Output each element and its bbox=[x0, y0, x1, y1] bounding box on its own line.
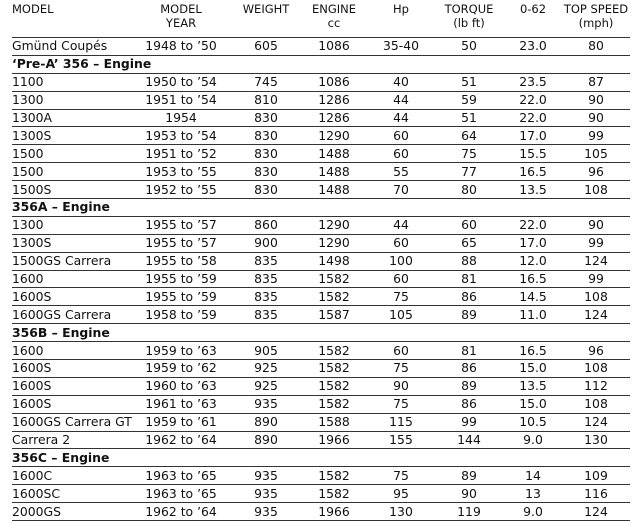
cell-zero-to-62: 22.0 bbox=[504, 91, 562, 109]
table-row bbox=[12, 395, 630, 413]
cell-model-year: 1959 to ’63 bbox=[130, 342, 232, 360]
cell-top-speed: 124 bbox=[562, 306, 630, 324]
header-zero-to-62 bbox=[504, 2, 562, 38]
cell-model: 1300 bbox=[12, 216, 130, 234]
cell-weight: 830 bbox=[232, 181, 300, 199]
section-label: 356A – Engine bbox=[12, 199, 630, 217]
cell-weight: 905 bbox=[232, 342, 300, 360]
cell-model: 1300S bbox=[12, 234, 130, 252]
cell-hp: 100 bbox=[368, 252, 434, 270]
cell-engine-cc: 1290 bbox=[300, 127, 368, 145]
table-row bbox=[12, 306, 630, 324]
cell-model-year: 1959 to ’61 bbox=[130, 413, 232, 431]
cell-zero-to-62: 22.0 bbox=[504, 216, 562, 234]
cell-weight: 835 bbox=[232, 306, 300, 324]
header-model bbox=[12, 2, 130, 38]
cell-top-speed: 116 bbox=[562, 485, 630, 503]
cell-torque: 86 bbox=[434, 288, 504, 306]
cell-torque: 119 bbox=[434, 503, 504, 521]
table-row bbox=[12, 270, 630, 288]
table-row bbox=[12, 342, 630, 360]
cell-zero-to-62: 9.0 bbox=[504, 431, 562, 449]
cell-engine-cc: 1587 bbox=[300, 306, 368, 324]
cell-hp: 75 bbox=[368, 288, 434, 306]
cell-engine-cc: 1966 bbox=[300, 503, 368, 521]
table-row bbox=[12, 181, 630, 199]
table-row bbox=[12, 252, 630, 270]
cell-model: 1500S bbox=[12, 181, 130, 199]
cell-weight: 835 bbox=[232, 288, 300, 306]
cell-hp: 44 bbox=[368, 91, 434, 109]
cell-top-speed: 99 bbox=[562, 127, 630, 145]
table-row bbox=[12, 145, 630, 163]
table-body bbox=[12, 38, 630, 521]
cell-model: 1600S bbox=[12, 395, 130, 413]
cell-model-year: 1951 to ’54 bbox=[130, 91, 232, 109]
cell-zero-to-62: 15.5 bbox=[504, 145, 562, 163]
cell-model: 1600 bbox=[12, 342, 130, 360]
cell-top-speed: 108 bbox=[562, 360, 630, 378]
cell-top-speed: 96 bbox=[562, 342, 630, 360]
cell-engine-cc: 1286 bbox=[300, 91, 368, 109]
header-line-1: Hp bbox=[393, 2, 409, 16]
section-header-row bbox=[12, 449, 630, 467]
table-row bbox=[12, 431, 630, 449]
cell-engine-cc: 1582 bbox=[300, 395, 368, 413]
header-line-2: (lb ft) bbox=[453, 16, 485, 30]
cell-torque: 51 bbox=[434, 109, 504, 127]
cell-model-year: 1955 to ’58 bbox=[130, 252, 232, 270]
cell-weight: 835 bbox=[232, 270, 300, 288]
cell-model-year: 1953 to ’55 bbox=[130, 163, 232, 181]
table-row bbox=[12, 360, 630, 378]
cell-hp: 60 bbox=[368, 234, 434, 252]
cell-zero-to-62: 23.0 bbox=[504, 38, 562, 56]
cell-zero-to-62: 15.0 bbox=[504, 360, 562, 378]
cell-model-year: 1960 to ’63 bbox=[130, 377, 232, 395]
cell-hp: 70 bbox=[368, 181, 434, 199]
cell-hp: 60 bbox=[368, 145, 434, 163]
section-header-row bbox=[12, 324, 630, 342]
table-row bbox=[12, 288, 630, 306]
cell-hp: 44 bbox=[368, 216, 434, 234]
cell-weight: 835 bbox=[232, 252, 300, 270]
cell-hp: 75 bbox=[368, 360, 434, 378]
cell-torque: 75 bbox=[434, 145, 504, 163]
cell-model-year: 1955 to ’59 bbox=[130, 288, 232, 306]
cell-torque: 77 bbox=[434, 163, 504, 181]
cell-engine-cc: 1086 bbox=[300, 38, 368, 56]
cell-engine-cc: 1582 bbox=[300, 467, 368, 485]
table-row bbox=[12, 127, 630, 145]
header-line-1: ENGINE bbox=[311, 2, 357, 16]
cell-hp: 155 bbox=[368, 431, 434, 449]
cell-model-year: 1950 to ’54 bbox=[130, 73, 232, 91]
cell-zero-to-62: 16.5 bbox=[504, 163, 562, 181]
cell-torque: 86 bbox=[434, 360, 504, 378]
cell-model: 1100 bbox=[12, 73, 130, 91]
cell-zero-to-62: 10.5 bbox=[504, 413, 562, 431]
cell-engine-cc: 1582 bbox=[300, 485, 368, 503]
cell-torque: 81 bbox=[434, 342, 504, 360]
cell-top-speed: 99 bbox=[562, 270, 630, 288]
cell-torque: 51 bbox=[434, 73, 504, 91]
table-row bbox=[12, 377, 630, 395]
cell-top-speed: 108 bbox=[562, 181, 630, 199]
table-row bbox=[12, 73, 630, 91]
cell-engine-cc: 1488 bbox=[300, 163, 368, 181]
cell-torque: 50 bbox=[434, 38, 504, 56]
cell-hp: 40 bbox=[368, 73, 434, 91]
cell-zero-to-62: 11.0 bbox=[504, 306, 562, 324]
cell-model-year: 1962 to ’64 bbox=[130, 503, 232, 521]
cell-weight: 745 bbox=[232, 73, 300, 91]
cell-hp: 60 bbox=[368, 127, 434, 145]
table-row bbox=[12, 38, 630, 56]
table-row bbox=[12, 234, 630, 252]
cell-torque: 81 bbox=[434, 270, 504, 288]
cell-zero-to-62: 14 bbox=[504, 467, 562, 485]
cell-model: 1600S bbox=[12, 360, 130, 378]
cell-hp: 75 bbox=[368, 467, 434, 485]
table-row bbox=[12, 163, 630, 181]
cell-model: 1500 bbox=[12, 163, 130, 181]
cell-engine-cc: 1582 bbox=[300, 342, 368, 360]
cell-zero-to-62: 14.5 bbox=[504, 288, 562, 306]
cell-top-speed: 124 bbox=[562, 252, 630, 270]
cell-model: Carrera 2 bbox=[12, 431, 130, 449]
header-row bbox=[12, 2, 630, 38]
cell-hp: 130 bbox=[368, 503, 434, 521]
cell-model-year: 1951 to ’52 bbox=[130, 145, 232, 163]
cell-top-speed: 108 bbox=[562, 288, 630, 306]
cell-model: 1600 bbox=[12, 270, 130, 288]
header-engine-cc bbox=[300, 2, 368, 38]
cell-engine-cc: 1582 bbox=[300, 360, 368, 378]
section-header-row bbox=[12, 55, 630, 73]
cell-torque: 60 bbox=[434, 216, 504, 234]
cell-torque: 86 bbox=[434, 395, 504, 413]
cell-torque: 90 bbox=[434, 485, 504, 503]
cell-engine-cc: 1286 bbox=[300, 109, 368, 127]
cell-torque: 89 bbox=[434, 467, 504, 485]
table-row bbox=[12, 413, 630, 431]
header-hp bbox=[368, 2, 434, 38]
cell-hp: 75 bbox=[368, 395, 434, 413]
section-label: 356B – Engine bbox=[12, 324, 630, 342]
cell-zero-to-62: 17.0 bbox=[504, 234, 562, 252]
section-label: 356C – Engine bbox=[12, 449, 630, 467]
cell-top-speed: 124 bbox=[562, 503, 630, 521]
cell-weight: 890 bbox=[232, 413, 300, 431]
header-torque bbox=[434, 2, 504, 38]
table-row bbox=[12, 91, 630, 109]
cell-top-speed: 90 bbox=[562, 109, 630, 127]
cell-model-year: 1948 to ’50 bbox=[130, 38, 232, 56]
cell-top-speed: 124 bbox=[562, 413, 630, 431]
cell-torque: 65 bbox=[434, 234, 504, 252]
cell-engine-cc: 1588 bbox=[300, 413, 368, 431]
cell-torque: 64 bbox=[434, 127, 504, 145]
header-line-1: MODEL bbox=[12, 2, 54, 16]
cell-model-year: 1955 to ’59 bbox=[130, 270, 232, 288]
cell-zero-to-62: 23.5 bbox=[504, 73, 562, 91]
cell-zero-to-62: 16.5 bbox=[504, 342, 562, 360]
cell-model-year: 1955 to ’57 bbox=[130, 216, 232, 234]
cell-model: 1600GS Carrera GT bbox=[12, 414, 132, 430]
cell-weight: 830 bbox=[232, 163, 300, 181]
header-line-2: YEAR bbox=[165, 16, 197, 30]
cell-top-speed: 90 bbox=[562, 216, 630, 234]
cell-weight: 860 bbox=[232, 216, 300, 234]
cell-zero-to-62: 9.0 bbox=[504, 503, 562, 521]
cell-zero-to-62: 13 bbox=[504, 485, 562, 503]
cell-hp: 55 bbox=[368, 163, 434, 181]
cell-weight: 810 bbox=[232, 91, 300, 109]
cell-top-speed: 130 bbox=[562, 431, 630, 449]
header-model-year bbox=[130, 2, 232, 38]
cell-torque: 89 bbox=[434, 377, 504, 395]
cell-weight: 935 bbox=[232, 467, 300, 485]
table-row bbox=[12, 216, 630, 234]
cell-model: 1500 bbox=[12, 145, 130, 163]
cell-model-year: 1962 to ’64 bbox=[130, 431, 232, 449]
cell-top-speed: 108 bbox=[562, 395, 630, 413]
cell-top-speed: 87 bbox=[562, 73, 630, 91]
cell-engine-cc: 1966 bbox=[300, 431, 368, 449]
table-row bbox=[12, 467, 630, 485]
cell-weight: 935 bbox=[232, 395, 300, 413]
cell-engine-cc: 1086 bbox=[300, 73, 368, 91]
header-line-2: cc bbox=[327, 16, 341, 30]
cell-model-year: 1953 to ’54 bbox=[130, 127, 232, 145]
header-line-1: TOP SPEED bbox=[563, 2, 629, 16]
table-row bbox=[12, 109, 630, 127]
cell-weight: 935 bbox=[232, 485, 300, 503]
cell-model-year: 1963 to ’65 bbox=[130, 467, 232, 485]
cell-hp: 115 bbox=[368, 413, 434, 431]
table-row bbox=[12, 503, 630, 521]
cell-zero-to-62: 13.5 bbox=[504, 377, 562, 395]
header-line-2: (mph) bbox=[578, 16, 614, 30]
cell-zero-to-62: 12.0 bbox=[504, 252, 562, 270]
cell-zero-to-62: 15.0 bbox=[504, 395, 562, 413]
cell-zero-to-62: 17.0 bbox=[504, 127, 562, 145]
cell-zero-to-62: 13.5 bbox=[504, 181, 562, 199]
cell-engine-cc: 1290 bbox=[300, 234, 368, 252]
cell-model-year: 1954 bbox=[130, 109, 232, 127]
cell-zero-to-62: 22.0 bbox=[504, 109, 562, 127]
cell-weight: 935 bbox=[232, 503, 300, 521]
cell-hp: 95 bbox=[368, 485, 434, 503]
header-line-1: TORQUE bbox=[444, 2, 494, 16]
spec-table-container bbox=[12, 2, 630, 521]
cell-model: 1300S bbox=[12, 127, 130, 145]
cell-weight: 830 bbox=[232, 145, 300, 163]
cell-model-year: 1963 to ’65 bbox=[130, 485, 232, 503]
cell-weight: 900 bbox=[232, 234, 300, 252]
cell-weight: 890 bbox=[232, 431, 300, 449]
header-weight bbox=[232, 2, 300, 38]
cell-zero-to-62: 16.5 bbox=[504, 270, 562, 288]
cell-model-year: 1952 to ’55 bbox=[130, 181, 232, 199]
cell-torque: 89 bbox=[434, 306, 504, 324]
cell-model: 1500GS Carrera bbox=[12, 252, 130, 270]
cell-model: 1600C bbox=[12, 467, 130, 485]
cell-torque: 59 bbox=[434, 91, 504, 109]
cell-model: 1600SC bbox=[12, 485, 130, 503]
cell-hp: 105 bbox=[368, 306, 434, 324]
cell-weight: 605 bbox=[232, 38, 300, 56]
cell-model: 1600S bbox=[12, 288, 130, 306]
cell-hp: 60 bbox=[368, 342, 434, 360]
cell-engine-cc: 1582 bbox=[300, 270, 368, 288]
cell-hp: 44 bbox=[368, 109, 434, 127]
cell-engine-cc: 1488 bbox=[300, 145, 368, 163]
cell-model-year: 1959 to ’62 bbox=[130, 360, 232, 378]
cell-torque: 88 bbox=[434, 252, 504, 270]
cell-engine-cc: 1488 bbox=[300, 181, 368, 199]
cell-torque: 99 bbox=[434, 413, 504, 431]
cell-engine-cc: 1290 bbox=[300, 216, 368, 234]
cell-torque: 80 bbox=[434, 181, 504, 199]
cell-hp: 35-40 bbox=[368, 38, 434, 56]
cell-engine-cc: 1582 bbox=[300, 377, 368, 395]
cell-model-year: 1955 to ’57 bbox=[130, 234, 232, 252]
cell-top-speed: 80 bbox=[562, 38, 630, 56]
section-label: ‘Pre-A’ 356 – Engine bbox=[12, 55, 630, 73]
cell-model-year: 1961 to ’63 bbox=[130, 395, 232, 413]
cell-model: 1300 bbox=[12, 91, 130, 109]
cell-model: 1600S bbox=[12, 377, 130, 395]
cell-top-speed: 112 bbox=[562, 377, 630, 395]
porsche-356-spec-table bbox=[12, 2, 630, 521]
cell-weight: 925 bbox=[232, 377, 300, 395]
cell-weight: 830 bbox=[232, 127, 300, 145]
header-line-1: WEIGHT bbox=[242, 2, 290, 16]
cell-model: 1600GS Carrera bbox=[12, 306, 130, 324]
cell-engine-cc: 1582 bbox=[300, 288, 368, 306]
cell-top-speed: 105 bbox=[562, 145, 630, 163]
cell-top-speed: 109 bbox=[562, 467, 630, 485]
cell-model: 1300A bbox=[12, 109, 130, 127]
cell-model: Gmünd Coupés bbox=[12, 38, 130, 56]
cell-hp: 60 bbox=[368, 270, 434, 288]
table-row bbox=[12, 485, 630, 503]
cell-top-speed: 90 bbox=[562, 91, 630, 109]
cell-weight: 925 bbox=[232, 360, 300, 378]
section-header-row bbox=[12, 199, 630, 217]
cell-top-speed: 96 bbox=[562, 163, 630, 181]
cell-top-speed: 99 bbox=[562, 234, 630, 252]
cell-hp: 90 bbox=[368, 377, 434, 395]
header-line-1: MODEL bbox=[160, 2, 202, 16]
cell-model-year: 1958 to ’59 bbox=[130, 306, 232, 324]
cell-model: 2000GS bbox=[12, 503, 130, 521]
header-line-1: 0-62 bbox=[519, 2, 547, 16]
cell-engine-cc: 1498 bbox=[300, 252, 368, 270]
cell-torque: 144 bbox=[434, 431, 504, 449]
header-top-speed bbox=[562, 2, 630, 38]
cell-weight: 830 bbox=[232, 109, 300, 127]
